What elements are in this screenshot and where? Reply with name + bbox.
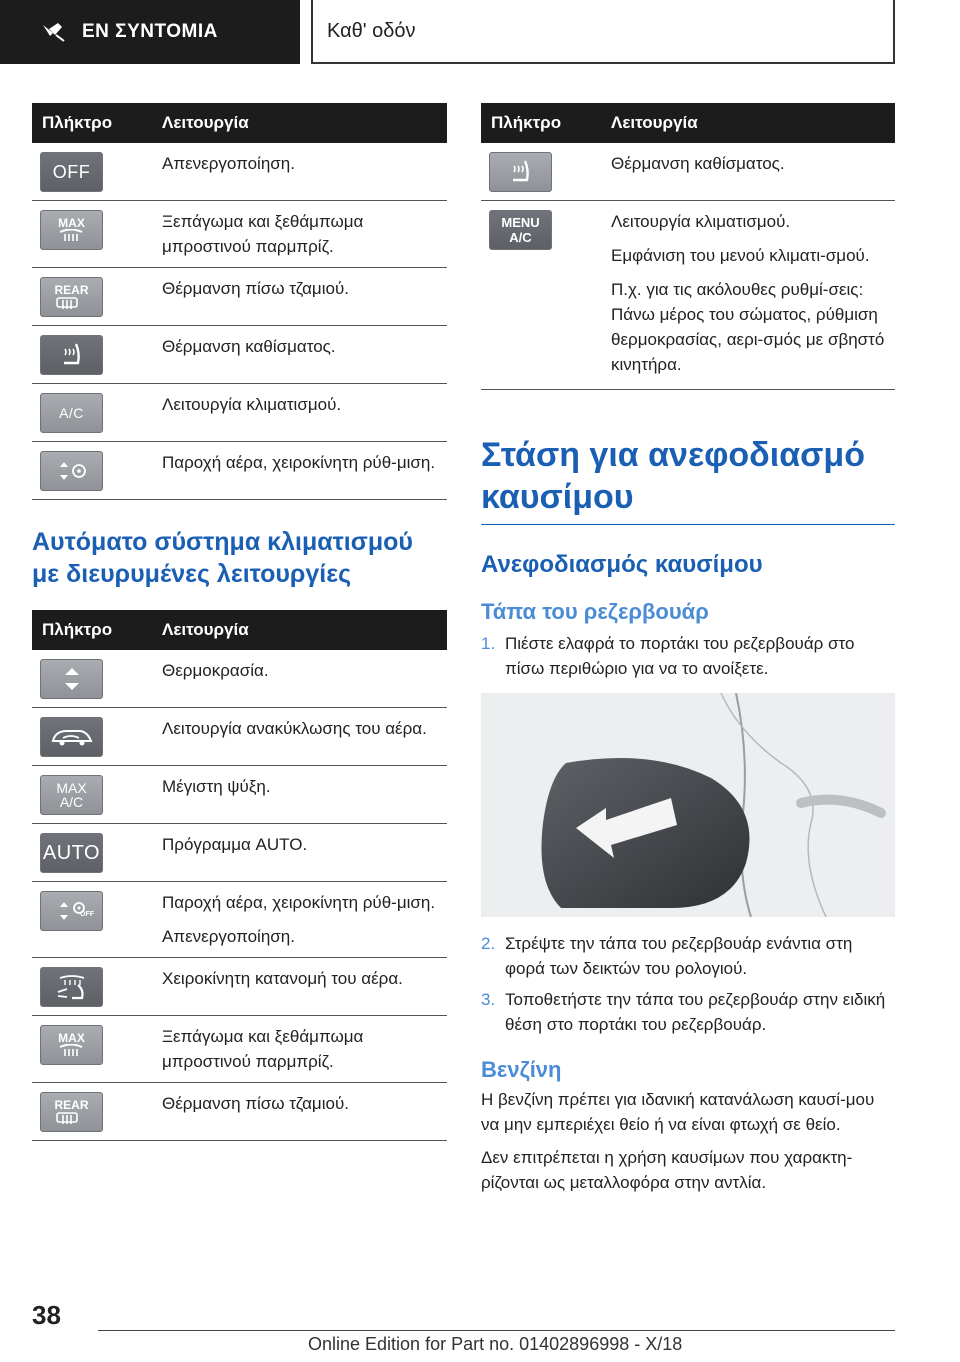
table-row: [32, 201, 447, 268]
row-text: Εμφάνιση του μενού κλιματι-σμού.: [611, 246, 870, 265]
table-row: [32, 442, 447, 500]
key-header: Πλήκτρο: [32, 610, 158, 650]
temperature-button-icon: [40, 659, 103, 699]
table-row: [32, 1083, 447, 1141]
row-text: Παροχή αέρα, χειροκίνητη ρύθ-μιση.: [162, 453, 436, 472]
list-item: 3. Τοποθετήστε την τάπα του ρεζερβουάρ στην ειδική θέση στο πορτάκι του ρεζερβουάρ.: [481, 990, 886, 1034]
section-tab: [0, 0, 300, 64]
rear-window-heat-button-icon: REAR: [40, 1092, 103, 1132]
row-text: Π.χ. για τις ακόλουθες ρυθμί-σεις: Πάνω μέρος του σώματος, ρύθμιση θερμοκρασίας, αερι-σμός με σβηστό κινητήρα.: [611, 280, 885, 374]
table-row: [32, 708, 447, 766]
petrol-paragraph-1: Η βενζίνη πρέπει για ιδανική κατανάλωση καυσί-μου να μην εμπεριέχει θείο ή να είναι φτωχή σε θείο.: [481, 1090, 875, 1134]
row-text: Θερμοκρασία.: [162, 661, 269, 680]
footer-text: Online Edition for Part no. 01402896998 - X/18: [308, 1334, 683, 1354]
table-row: [481, 201, 895, 390]
max-defrost-button-icon: MAX: [40, 1025, 103, 1065]
list-item: 2. Στρέψτε την τάπα του ρεζερβουάρ ενάντια στη φορά των δεικτών του ρολογιού.: [481, 934, 853, 978]
row-text: Ξεπάγωμα και ξεθάμπωμα μπροστινού παρμπρίζ.: [162, 1027, 364, 1071]
section-title: ΕΝ ΣΥΝΤΟΜΙΑ: [82, 21, 218, 42]
table-row: [32, 650, 447, 708]
petrol-paragraph-2: Δεν επιτρέπεται η χρήση καυσίμων που χαρακτη-ρίζονται ως μεταλλοφόρα στην αντλία.: [481, 1148, 853, 1192]
function-header: Λειτουργία: [607, 103, 895, 143]
table-row: [32, 268, 447, 326]
table-row: [481, 143, 895, 201]
row-text: Απενεργοποίηση.: [162, 927, 295, 946]
row-text: Λειτουργία κλιματισμού.: [611, 212, 791, 231]
auto-climate-table: [32, 610, 447, 1141]
auto-climate-heading: Αυτόματο σύστημα κλιματισμού με διευρυμένες λειτουργίες: [32, 528, 413, 588]
row-text: Θέρμανση πίσω τζαμιού.: [162, 279, 349, 298]
recirculation-button-icon: [40, 717, 103, 757]
right-column: [481, 103, 895, 1195]
row-text: Λειτουργία κλιματισμού.: [162, 395, 342, 414]
row-text: Απενεργοποίηση.: [162, 154, 295, 173]
chapter-tab: [311, 0, 895, 64]
table-row: [32, 326, 447, 384]
fuel-door-photo: [481, 693, 895, 917]
row-text: Θέρμανση καθίσματος.: [611, 154, 785, 173]
function-header: Λειτουργία: [158, 103, 447, 143]
fan-off-button-icon: OFF: [40, 891, 103, 931]
ac-button-icon: A/C: [40, 393, 103, 433]
rear-window-heat-button-icon: REAR: [40, 277, 103, 317]
left-column: [32, 103, 447, 1141]
page-number: 38: [32, 1300, 61, 1330]
seat-heating-button-icon: [40, 335, 103, 375]
fan-speed-button-icon: [40, 451, 103, 491]
key-header: Πλήκτρο: [481, 103, 607, 143]
refuel-heading: Στάση για ανεφοδιασμό καυσίμου: [481, 434, 895, 525]
row-text: Μέγιστη ψύξη.: [162, 777, 271, 796]
function-header: Λειτουργία: [158, 610, 447, 650]
list-item: 1. Πιέστε ελαφρά το πορτάκι του ρεζερβουάρ στο πίσω περιθώριο για να το ανοίξετε.: [481, 634, 855, 678]
max-ac-button-icon: MAX A/C: [40, 775, 103, 815]
row-text: Θέρμανση καθίσματος.: [162, 337, 336, 356]
row-text: Χειροκίνητη κατανομή του αέρα.: [162, 969, 403, 988]
steps-list-b: [481, 931, 895, 1037]
key-header: Πλήκτρο: [32, 103, 158, 143]
table-row: [32, 824, 447, 882]
row-text: Θέρμανση πίσω τζαμιού.: [162, 1094, 349, 1113]
table-row: [32, 766, 447, 824]
footer-divider: [98, 1330, 895, 1331]
steps-list-a: [481, 631, 895, 681]
refueling-subheading: Ανεφοδιασμός καυσίμου: [481, 551, 763, 578]
auto-button-icon: AUTO: [40, 833, 103, 873]
table-row: [32, 384, 447, 442]
seat-heating-button-icon: [489, 152, 552, 192]
max-defrost-button-icon: MAX: [40, 210, 103, 250]
row-text: Ξεπάγωμα και ξεθάμπωμα μπροστινού παρμπρίζ.: [162, 212, 364, 256]
off-button-icon: OFF: [40, 152, 103, 192]
chapter-title: Καθ' οδόν: [327, 19, 416, 42]
table-row: [32, 958, 447, 1016]
climate-buttons-table: [32, 103, 447, 500]
petrol-heading: Βενζίνη: [481, 1057, 562, 1082]
climate-menu-table: [481, 103, 895, 390]
table-row: [32, 1016, 447, 1083]
row-text: Πρόγραμμα AUTO.: [162, 835, 308, 854]
row-text: Λειτουργία ανακύκλωσης του αέρα.: [162, 719, 427, 738]
fuel-cap-heading: Τάπα του ρεζερβουάρ: [481, 599, 709, 624]
air-distribution-button-icon: [40, 967, 103, 1007]
table-row: [32, 882, 447, 958]
menu-ac-button-icon: MENU A/C: [489, 210, 552, 250]
row-text: Παροχή αέρα, χειροκίνητη ρύθ-μιση.: [162, 893, 436, 912]
quick-reference-icon: [40, 21, 66, 43]
table-row: [32, 143, 447, 201]
